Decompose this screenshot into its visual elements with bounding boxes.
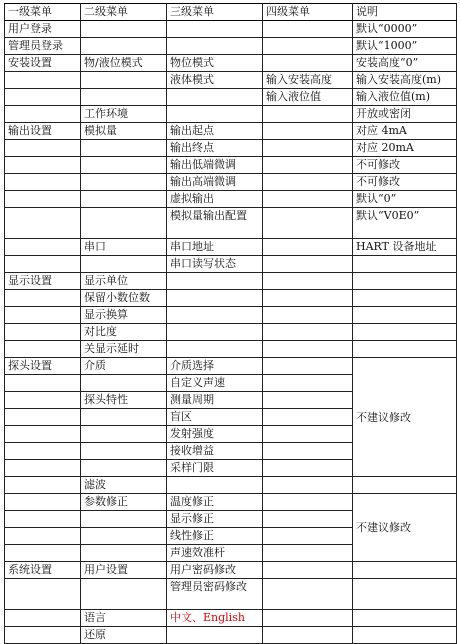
level2-cell: 参数修正 (81, 494, 167, 511)
level3-cell: 模拟量输出配置 (167, 208, 263, 239)
level3-cell: 管理员密码修改 (167, 579, 263, 610)
level2-cell: 关显示延时 (81, 341, 167, 358)
level3-cell (167, 273, 263, 290)
table-row (5, 140, 457, 157)
level1-cell (5, 324, 81, 341)
table-row (5, 106, 457, 123)
level4-cell (263, 140, 353, 157)
level2-cell: 对比度 (81, 324, 167, 341)
table-row (5, 123, 457, 140)
level3-cell: 输出高端微调 (167, 174, 263, 191)
table-row (5, 21, 457, 38)
level4-cell (263, 341, 353, 358)
table-row (5, 610, 457, 627)
table-row (5, 191, 457, 208)
level2-cell (81, 208, 167, 239)
level1-cell: 用户登录 (5, 21, 81, 38)
level1-cell (5, 545, 81, 562)
description-cell: 安装高度“0” (353, 55, 457, 72)
level3-cell: 线性修正 (167, 528, 263, 545)
table-row (5, 38, 457, 55)
level1-cell (5, 409, 81, 426)
level2-cell (81, 21, 167, 38)
level4-cell (263, 460, 353, 477)
level4-cell (263, 426, 353, 443)
level1-cell (5, 341, 81, 358)
level2-cell (81, 511, 167, 528)
level3-cell: 物位模式 (167, 55, 263, 72)
description-cell: 对应 20mA (353, 140, 457, 157)
level4-cell (263, 358, 353, 375)
level1-cell (5, 89, 81, 106)
level3-cell: 输出起点 (167, 123, 263, 140)
level2-cell (81, 38, 167, 55)
level3-cell: 输出低端微调 (167, 157, 263, 174)
level2-cell (81, 157, 167, 174)
level2-cell (81, 174, 167, 191)
level4-cell (263, 562, 353, 579)
level3-cell: 温度修正 (167, 494, 263, 511)
level3-cell (167, 627, 263, 644)
level1-cell (5, 528, 81, 545)
level3-cell: 盲区 (167, 409, 263, 426)
level3-cell: 串口读写状态 (167, 256, 263, 273)
description-cell: 输入安装高度(m) (353, 72, 457, 89)
level1-cell (5, 72, 81, 89)
level3-cell (167, 324, 263, 341)
table-row (5, 307, 457, 324)
header-level1: 一级菜单 (5, 4, 81, 21)
level4-cell (263, 123, 353, 140)
table-row (5, 256, 457, 273)
level2-cell (81, 579, 167, 610)
level4-cell (263, 174, 353, 191)
level2-cell (81, 528, 167, 545)
menu-table-container (4, 3, 456, 644)
header-level2: 二级菜单 (81, 4, 167, 21)
level1-cell (5, 174, 81, 191)
level1-cell (5, 290, 81, 307)
description-cell (353, 256, 457, 273)
level4-cell (263, 208, 353, 239)
level2-cell: 串口 (81, 239, 167, 256)
level2-cell (81, 89, 167, 106)
level3-cell: 自定义声速 (167, 375, 263, 392)
level4-cell (263, 392, 353, 409)
level2-cell (81, 409, 167, 426)
level2-cell: 语言 (81, 610, 167, 627)
table-row (5, 208, 457, 239)
description-cell-correction-group: 不建议修改 (353, 494, 457, 562)
table-row (5, 477, 457, 494)
description-cell: 对应 4mA (353, 123, 457, 140)
description-cell (353, 579, 457, 610)
level1-cell (5, 307, 81, 324)
level3-cell (167, 106, 263, 123)
table-row (5, 273, 457, 290)
level1-cell (5, 140, 81, 157)
level1-cell (5, 443, 81, 460)
table-row (5, 579, 457, 610)
level2-cell: 显示换算 (81, 307, 167, 324)
level4-cell (263, 494, 353, 511)
level2-cell: 工作环境 (81, 106, 167, 123)
level4-cell (263, 627, 353, 644)
level1-cell (5, 106, 81, 123)
level4-cell (263, 324, 353, 341)
level3-cell: 虚拟输出 (167, 191, 263, 208)
table-row (5, 157, 457, 174)
description-cell: 默认“0” (353, 191, 457, 208)
level2-cell (81, 140, 167, 157)
table-row (5, 324, 457, 341)
header-level3: 三级菜单 (167, 4, 263, 21)
level2-cell (81, 545, 167, 562)
level4-cell (263, 191, 353, 208)
level3-cell (167, 21, 263, 38)
level4-cell: 输入安装高度 (263, 72, 353, 89)
level2-cell: 滤波 (81, 477, 167, 494)
level4-cell (263, 21, 353, 38)
description-cell (353, 562, 457, 579)
level3-cell (167, 477, 263, 494)
level1-cell (5, 256, 81, 273)
table-row (5, 239, 457, 256)
level4-cell (263, 545, 353, 562)
level1-cell (5, 477, 81, 494)
level3-cell: 介质选择 (167, 358, 263, 375)
description-cell (353, 477, 457, 494)
level1-cell: 探头设置 (5, 358, 81, 375)
level4-cell (263, 528, 353, 545)
table-row (5, 358, 457, 375)
level1-cell (5, 157, 81, 174)
level2-cell: 显示单位 (81, 273, 167, 290)
description-cell (353, 627, 457, 644)
level3-cell: 发射强度 (167, 426, 263, 443)
level2-cell: 模拟量 (81, 123, 167, 140)
level3-cell: 用户密码修改 (167, 562, 263, 579)
description-cell (353, 324, 457, 341)
level1-cell (5, 579, 81, 610)
level4-cell (263, 106, 353, 123)
level3-cell: 接收增益 (167, 443, 263, 460)
level4-cell (263, 375, 353, 392)
table-row (5, 562, 457, 579)
level2-cell (81, 191, 167, 208)
level1-cell: 显示设置 (5, 273, 81, 290)
level1-cell: 安装设置 (5, 55, 81, 72)
level3-cell (167, 89, 263, 106)
level3-cell: 声速效准杆 (167, 545, 263, 562)
level2-cell (81, 460, 167, 477)
level1-cell (5, 375, 81, 392)
level3-cell: 串口地址 (167, 239, 263, 256)
level4-cell (263, 273, 353, 290)
level2-cell: 物/液位模式 (81, 55, 167, 72)
level2-cell (81, 72, 167, 89)
level3-cell: 显示修正 (167, 511, 263, 528)
table-row (5, 290, 457, 307)
level1-cell (5, 392, 81, 409)
level3-cell (167, 341, 263, 358)
level3-cell: 采样门限 (167, 460, 263, 477)
level1-cell: 系统设置 (5, 562, 81, 579)
header-level4: 四级菜单 (263, 4, 353, 21)
level4-cell (263, 409, 353, 426)
level4-cell (263, 55, 353, 72)
description-cell (353, 290, 457, 307)
description-cell: 输入液位值(m) (353, 89, 457, 106)
description-cell (353, 307, 457, 324)
level1-cell (5, 511, 81, 528)
level1-cell: 输出设置 (5, 123, 81, 140)
description-cell-probe-group: 不建议修改 (353, 358, 457, 477)
level2-cell: 还原 (81, 627, 167, 644)
description-cell: 不可修改 (353, 157, 457, 174)
level1-cell (5, 239, 81, 256)
level2-cell: 保留小数位数 (81, 290, 167, 307)
level2-cell (81, 443, 167, 460)
level4-cell (263, 290, 353, 307)
level2-cell: 探头特性 (81, 392, 167, 409)
description-cell (353, 273, 457, 290)
level3-cell: 液体模式 (167, 72, 263, 89)
level2-cell (81, 375, 167, 392)
level4-cell (263, 579, 353, 610)
table-row (5, 72, 457, 89)
level3-cell (167, 290, 263, 307)
description-cell: HART 设备地址 (353, 239, 457, 256)
level3-cell (167, 38, 263, 55)
level1-cell (5, 610, 81, 627)
level4-cell: 输入液位值 (263, 89, 353, 106)
level3-cell (167, 307, 263, 324)
level4-cell (263, 38, 353, 55)
level4-cell (263, 157, 353, 174)
level1-cell (5, 494, 81, 511)
level4-cell (263, 511, 353, 528)
table-row (5, 174, 457, 191)
level3-cell-language-options: 中文、English (167, 610, 263, 627)
level1-cell (5, 460, 81, 477)
table-row (5, 627, 457, 644)
level2-cell (81, 426, 167, 443)
table-row (5, 341, 457, 358)
level1-cell (5, 627, 81, 644)
description-cell: 默认“1000” (353, 38, 457, 55)
level3-cell: 输出终点 (167, 140, 263, 157)
description-cell: 不可修改 (353, 174, 457, 191)
level1-cell: 管理员登录 (5, 38, 81, 55)
table-header-row (5, 4, 457, 21)
level1-cell (5, 208, 81, 239)
level4-cell (263, 256, 353, 273)
level1-cell (5, 191, 81, 208)
table-row (5, 55, 457, 72)
level2-cell: 用户设置 (81, 562, 167, 579)
header-description: 说明 (353, 4, 457, 21)
level2-cell (81, 256, 167, 273)
menu-structure-table (4, 3, 457, 644)
description-cell: 默认“V0E0” (353, 208, 457, 239)
table-row (5, 89, 457, 106)
level4-cell (263, 239, 353, 256)
level4-cell (263, 307, 353, 324)
description-cell: 默认“0000” (353, 21, 457, 38)
table-row (5, 494, 457, 511)
description-cell (353, 610, 457, 627)
level2-cell: 介质 (81, 358, 167, 375)
level4-cell (263, 443, 353, 460)
description-cell: 开放或密闭 (353, 106, 457, 123)
description-cell (353, 341, 457, 358)
level3-cell: 测量周期 (167, 392, 263, 409)
level4-cell (263, 477, 353, 494)
level1-cell (5, 426, 81, 443)
level4-cell (263, 610, 353, 627)
